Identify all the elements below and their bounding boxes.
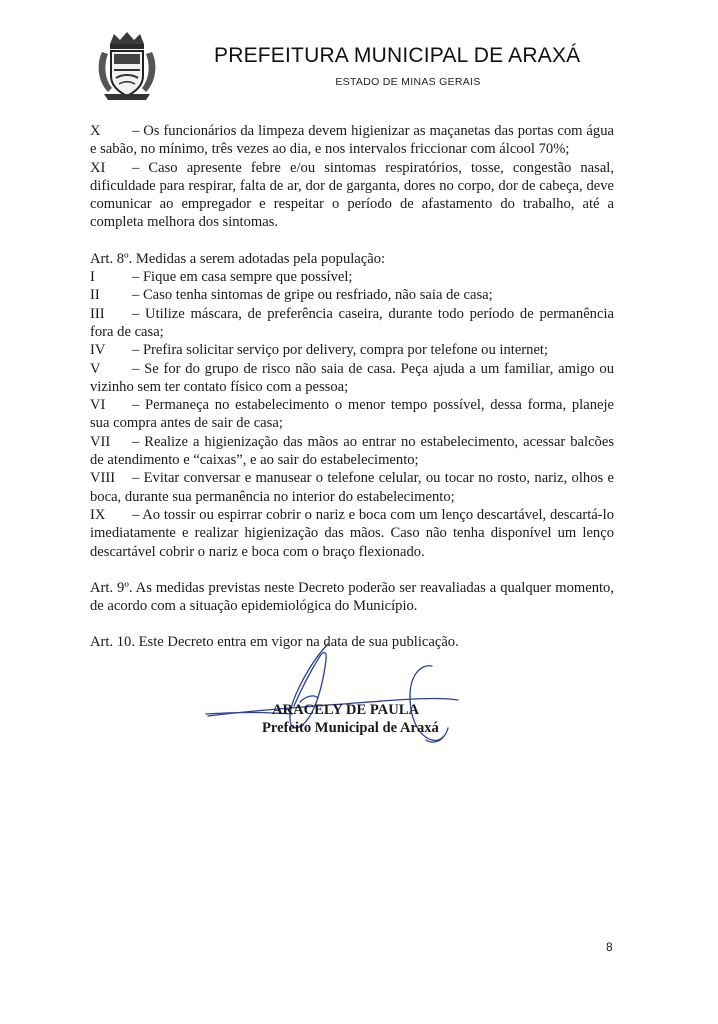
item-text: – Permaneça no estabelecimento o menor tempo possível, dessa forma, planeje sua compra antes de sair de casa; [90, 397, 614, 432]
municipal-coat-of-arms-icon [96, 30, 158, 102]
list-item [90, 268, 614, 286]
item-text: – Caso tenha sintomas de gripe ou resfriado, não saia de casa; [132, 287, 493, 304]
item-text: – Os funcionários da limpeza devem higienizar as maçanetas das portas com água e sabão, no mínimo, três vezes ao dia, e nos intervalos friccionar com álcool 70%; [90, 123, 614, 158]
item-number: I [90, 269, 95, 286]
article-8-title: Art. 8º. Medidas a serem adotadas pela população: [90, 250, 386, 267]
item-number: V [90, 360, 101, 377]
item-number: III [90, 305, 105, 322]
item-text: – Se for do grupo de risco não saia de casa. Peça ajuda a um familiar, amigo ou vizinho sem ter contato físico com a pessoa; [90, 360, 614, 395]
item-number: IX [90, 506, 106, 523]
list-item [90, 360, 614, 397]
header-subtitle: ESTADO DE MINAS GERAIS [335, 76, 481, 88]
item-number: VIII [90, 470, 116, 487]
list-item [90, 159, 614, 232]
list-item [90, 433, 614, 470]
list-item [90, 396, 614, 433]
item-number: IV [90, 342, 106, 359]
item-text: – Fique em casa sempre que possível; [132, 269, 353, 286]
list-item [90, 122, 614, 159]
page-header [0, 0, 718, 110]
article-9: Art. 9º. As medidas previstas neste Decreto poderão ser reavaliadas a qualquer momento, de acordo com a situação epidemiológica do Município. [90, 579, 614, 615]
decree-body [90, 122, 614, 652]
article-10: Art. 10. Este Decreto entra em vigor na data de sua publicação. [90, 634, 459, 651]
item-text: – Caso apresente febre e/ou sintomas respiratórios, tosse, congestão nasal, dificuldade para respirar, falta de ar, dor de garganta, dores no corpo, dor de cabeça, deve comunicar ao empregador e respeitar o período de afastamento do trabalho, até a completa melhora dos sintomas. [90, 159, 614, 231]
list-item [90, 469, 614, 506]
item-number: VI [90, 397, 106, 414]
signatory-role: Prefeito Municipal de Araxá [262, 720, 439, 736]
signatory-name: ARACELY DE PAULA [272, 702, 420, 718]
item-number: II [90, 287, 100, 304]
signature-block [196, 636, 496, 756]
item-text: – Evitar conversar e manusear o telefone celular, ou tocar no rosto, nariz, olhos e boca, durante sua permanência no interior do estabelecimento; [90, 470, 614, 505]
item-number: X [90, 123, 101, 139]
list-item [90, 506, 614, 561]
item-text: – Ao tossir ou espirrar cobrir o nariz e boca com um lenço descartável, descartá-lo imediatamente e realizar higienização das mãos. Caso não tenha disponível um lenço descartável cobrir o nariz e boca com o braço flexionado. [90, 506, 614, 560]
handwritten-signature-icon [196, 636, 496, 756]
list-item [90, 341, 614, 359]
list-item [90, 305, 614, 342]
item-number: VII [90, 433, 111, 450]
item-text: – Realize a higienização das mãos ao entrar no estabelecimento, acessar balcões de atendimento e “caixas”, e ao sair do estabelecimento; [90, 433, 614, 469]
list-item [90, 286, 614, 304]
item-number: XI [90, 159, 106, 176]
item-text: – Utilize máscara, de preferência caseira, durante todo período de permanência fora de casa; [90, 305, 614, 340]
page-number: 8 [606, 940, 613, 954]
header-title: PREFEITURA MUNICIPAL DE ARAXÁ [214, 44, 581, 67]
item-text: – Prefira solicitar serviço por delivery, compra por telefone ou internet; [132, 342, 549, 359]
